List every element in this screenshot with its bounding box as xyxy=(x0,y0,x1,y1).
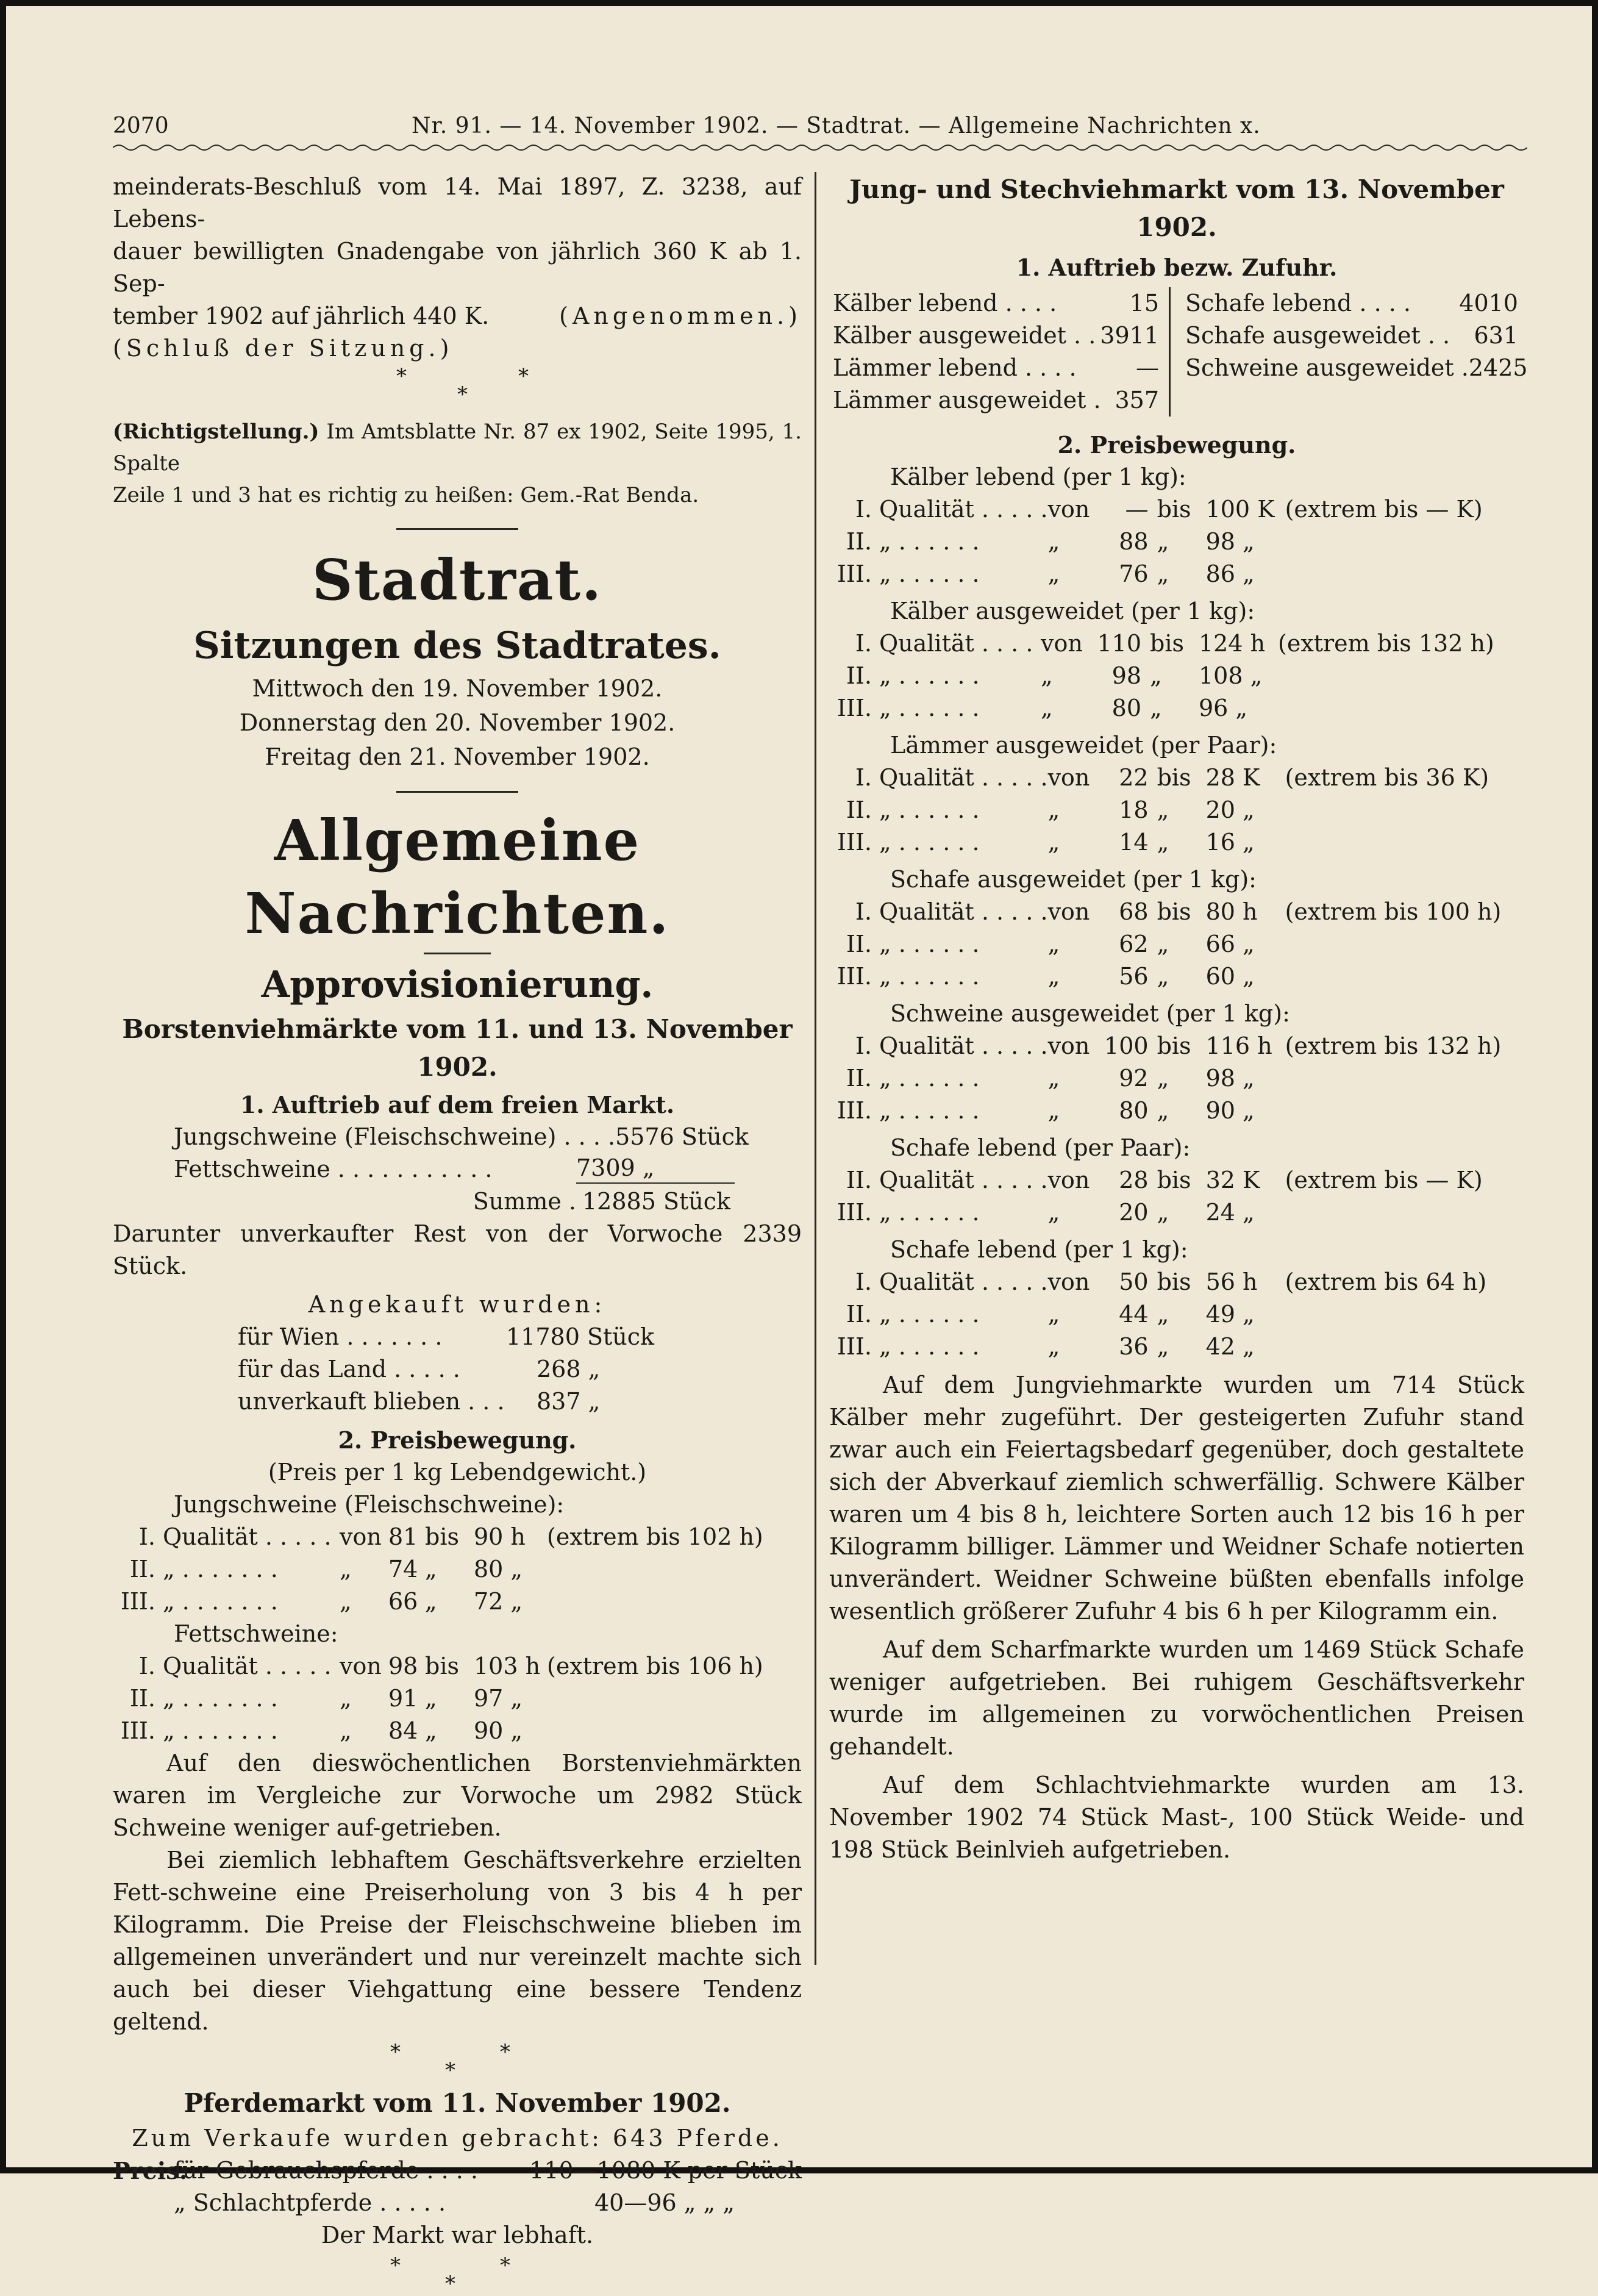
price-row: II. Qualität . . . . . von 28 bis 32 K (extrem bis — K) xyxy=(846,1167,1483,1193)
price-group-label: Kälber ausgeweidet (per 1 kg): xyxy=(890,598,1255,624)
price-row: III. „ . . . . . . „ 80 „ 90 „ xyxy=(836,1097,1255,1124)
correction-text: Im Amtsblatte Nr. 87 ex 1902, Seite 1995, 1. Spalte xyxy=(113,420,802,476)
price-row: III. „ . . . . . . „ 80 „ 96 „ xyxy=(836,695,1248,721)
price-group-label: Schafe ausgeweidet (per 1 kg): xyxy=(890,866,1257,893)
price-table xyxy=(829,628,1494,724)
intro-line: meinderats-Beschluß vom 14. Mai 1897, Z. 3238, auf Lebens- xyxy=(113,173,802,232)
price-row: III. „ . . . . . . „ 14 „ 16 „ xyxy=(836,829,1255,856)
preis-heading: 2. Preisbewegung. xyxy=(338,1426,577,1454)
price-table xyxy=(829,493,1483,590)
price-row: II. „ . . . . . . „ 18 „ 20 „ xyxy=(846,796,1255,823)
preis-note: (Preis per 1 kg Lebendgewicht.) xyxy=(268,1459,647,1486)
section-rule xyxy=(396,528,518,530)
auftrieb-row: Schafe ausgeweidet . . 631 xyxy=(1185,322,1518,349)
running-title: Nr. 91. — 14. November 1902. — Stadtrat. — Allgemeine Nachrichten x. xyxy=(412,113,1261,138)
price-table xyxy=(829,1030,1501,1127)
stars-divider: * * * xyxy=(390,2040,510,2083)
darunter-line: Darunter unverkaufter Rest von der Vorwoche 2339 Stück. xyxy=(113,1220,802,1279)
price-group-label: Schweine ausgeweidet (per 1 kg): xyxy=(890,1000,1290,1027)
price-row: I. Qualität . . . . . von 100 bis 116 h (extrem bis 132 h) xyxy=(855,1032,1502,1059)
price-table xyxy=(829,1266,1486,1363)
session-date: Mittwoch den 19. November 1902. xyxy=(252,675,663,702)
price-group-label: Kälber lebend (per 1 kg): xyxy=(890,463,1186,490)
jungvieh-paragraph: Auf dem Jungviehmarkte wurden um 714 Stück Kälber mehr zugeführt. Der gesteigerten Zufuhr stand zwar auch ein Feiertagsbedarf gegenüber, doch gestaltete sich der Abverkauf ziemlich schwerfällig. Schwere Kälber waren um 4 bis 8 h, leichtere Sorten auch 12 bis 16 h per Kilogramm billiger. Lämmer und Weidner Schafe notierten unverändert. Weidner Schweine büßten ebenfalls infolge wesentlich größerer Zufuhr 4 bis 6 h per Kilogramm ein. xyxy=(829,1372,1524,1625)
auftrieb-row: Schafe lebend . . . . 4010 xyxy=(1185,290,1518,317)
angekauft-list xyxy=(113,1321,655,1418)
correction-label: (Richtigstellung.) xyxy=(113,420,319,444)
price-row: III. „ . . . . . . „ 36 „ 42 „ xyxy=(836,1333,1255,1360)
auftrieb-row: Jungschweine (Fleischschweine) . . . . 5576 Stück xyxy=(174,1123,749,1150)
price-row: II. „ . . . . . . „ 62 „ 66 „ xyxy=(846,931,1255,957)
auftrieb-heading: 1. Auftrieb auf dem freien Markt. xyxy=(240,1091,675,1118)
pferd-heading: Pferdemarkt vom 11. November 1902. xyxy=(184,2088,731,2118)
auftrieb-row: Fettschweine . . . . . . . . . . . 7309 „ xyxy=(174,1153,735,1186)
price-row: I. Qualität . . . . . von 98 bis 103 h (extrem bis 106 h) xyxy=(138,1653,763,1679)
auftrieb-row: Schweine ausgeweidet . 2425 xyxy=(1185,354,1528,381)
left-column xyxy=(113,171,802,2294)
auftrieb-table xyxy=(829,287,1528,417)
auftrieb-heading: 1. Auftrieb bezw. Zufuhr. xyxy=(1016,254,1338,281)
price-row: I. Qualität . . . . . von 68 bis 80 h (extrem bis 100 h) xyxy=(855,898,1502,925)
section-rule xyxy=(396,791,518,793)
page-number: 2070 xyxy=(113,113,169,138)
approv-heading: Approvisionierung. xyxy=(261,964,654,1006)
price-row: II. „ . . . . . . „ 92 „ 98 „ xyxy=(846,1065,1255,1092)
fett-label: Fettschweine: xyxy=(174,1620,338,1647)
intro-paragraph xyxy=(113,171,802,365)
price-table xyxy=(829,762,1489,859)
price-row: II. „ . . . . . . „ 88 „ 98 „ xyxy=(846,528,1255,555)
price-group-label: Schafe lebend (per Paar): xyxy=(890,1134,1191,1161)
price-group-label: Schafe lebend (per 1 kg): xyxy=(890,1236,1188,1263)
session-date: Freitag den 21. November 1902. xyxy=(265,743,650,770)
column-divider xyxy=(815,172,816,1965)
angekauft-row: unverkauft blieben . . . 837 „ xyxy=(238,1388,601,1415)
session-end: (Schluß der Sitzung.) xyxy=(113,335,454,362)
auftrieb-row: Lämmer lebend . . . . — xyxy=(833,354,1159,381)
price-row: III. „ . . . . . . „ 56 „ 60 „ xyxy=(836,963,1255,990)
stars-divider: * * * xyxy=(390,2253,510,2296)
price-row: I. Qualität . . . . . von 22 bis 28 K (extrem bis 36 K) xyxy=(855,764,1489,791)
price-group-label: Lämmer ausgeweidet (per Paar): xyxy=(890,732,1277,759)
borsten-paragraph-1: Auf den dieswöchentlichen Borstenviehmärkten waren im Vergleiche zur Vorwoche um 2982 Stück Schweine weniger auf-getrieben. xyxy=(113,1750,802,1841)
intro-line: dauer bewilligten Gnadengabe von jährlich 360 K ab 1. Sep- xyxy=(113,238,802,297)
scharf-paragraph: Auf dem Scharfmarkte wurden um 1469 Stück Schafe weniger aufgetrieben. Bei ruhigem Geschäftsverkehr wurde im allgemeinen zu vorwöchentlichen Preisen gehandelt. xyxy=(829,1636,1524,1760)
price-row: III. „ . . . . . . „ 76 „ 86 „ xyxy=(836,560,1255,587)
accepted-note: (Angenommen.) xyxy=(559,302,802,329)
auftrieb-row: Kälber lebend . . . . 15 xyxy=(833,290,1159,317)
price-row: III. „ . . . . . . „ 20 „ 24 „ xyxy=(836,1199,1255,1226)
pferd-preis-row: „ Schlachtpferde . . . . . 40—96 „ „ „ xyxy=(174,2189,735,2216)
borsten-heading: Borstenviehmärkte vom 11. und 13. November 1902. xyxy=(122,1014,793,1082)
fett-price-table xyxy=(113,1650,763,1747)
price-table xyxy=(829,896,1501,993)
summe-row: Summe . 12885 Stück xyxy=(473,1188,731,1215)
right-column xyxy=(829,171,1528,1866)
price-row: III. „ . . . . . . . „ 66 „ 72 „ xyxy=(120,1588,523,1615)
auftrieb-row: Lämmer ausgeweidet . 357 xyxy=(833,387,1159,413)
jung-label: Jungschweine (Fleischschweine): xyxy=(174,1491,565,1518)
price-row: II. „ . . . . . . . „ 91 „ 97 „ xyxy=(129,1685,523,1712)
intro-line: tember 1902 auf jährlich 440 K. xyxy=(113,302,490,329)
news-heading: Allgemeine Nachrichten. xyxy=(244,807,670,946)
angekauft-row: für das Land . . . . . 268 „ xyxy=(238,1356,601,1382)
price-row: I. Qualität . . . . . von — bis 100 K (extrem bis — K) xyxy=(855,496,1483,523)
pferd-verkauf: Zum Verkaufe wurden gebracht: 643 Pferde. xyxy=(132,2125,783,2151)
correction-note xyxy=(113,416,802,511)
price-row: I. Qualität . . . . . von 50 bis 56 h (extrem bis 64 h) xyxy=(855,1268,1487,1295)
schlacht-paragraph: Auf dem Schlachtviehmarkte wurden am 13. November 1902 74 Stück Mast-, 100 Stück Weide- und 198 Stück Beinlvieh aufgetrieben. xyxy=(829,1772,1524,1863)
price-row: II. „ . . . . . . „ 44 „ 49 „ xyxy=(846,1301,1255,1328)
pferd-lebhaft: Der Markt war lebhaft. xyxy=(321,2222,594,2248)
price-row: II. „ . . . . . . „ 98 „ 108 „ xyxy=(846,662,1263,689)
section-rule xyxy=(424,953,491,954)
sessions-list xyxy=(113,671,802,774)
pferd-preis-row: Preis: für Gebrauchspferde . . . . 110—1080 K per Stück xyxy=(113,2157,802,2184)
borsten-paragraph-2: Bei ziemlich lebhaftem Geschäftsverkehre erzielten Fett-schweine eine Preiserholung von 3 bis 4 h per Kilogramm. Die Preise der Fleischschweine blieben im allgemeinen unverändert und nur vereinzelt machte sich auch bei dieser Viehgattung eine bessere Tendenz geltend. xyxy=(113,1847,802,2035)
auftrieb-list xyxy=(113,1121,749,1218)
auftrieb-row: Kälber ausgeweidet . . 3911 xyxy=(833,322,1159,349)
sessions-heading: Sitzungen des Stadtrates. xyxy=(193,624,721,667)
angekauft-heading: Angekauft wurden: xyxy=(308,1291,607,1318)
price-row: I. Qualität . . . . von 110 bis 124 h (extrem bis 132 h) xyxy=(855,630,1494,657)
price-table xyxy=(829,1164,1483,1229)
jungvieh-heading: Jung- und Stechviehmarkt vom 13. November 1902. xyxy=(849,174,1504,242)
angekauft-row: für Wien . . . . . . . 11780 Stück xyxy=(238,1323,655,1350)
correction-text: Zeile 1 und 3 hat es richtig zu heißen: Gem.-Rat Benda. xyxy=(113,483,699,507)
header-wavy-rule xyxy=(113,141,1527,154)
stars-divider: * * * xyxy=(396,364,529,407)
jung-price-table xyxy=(113,1521,763,1618)
session-date: Donnerstag den 20. November 1902. xyxy=(239,709,676,736)
price-row: II. „ . . . . . . . „ 74 „ 80 „ xyxy=(129,1556,523,1583)
stadtrat-heading: Stadtrat. xyxy=(312,547,602,613)
price-row: I. Qualität . . . . . von 81 bis 90 h (extrem bis 102 h) xyxy=(138,1523,763,1550)
price-row: III. „ . . . . . . . „ 84 „ 90 „ xyxy=(120,1717,523,1744)
price-groups xyxy=(829,461,1524,1363)
preis-heading: 2. Preisbewegung. xyxy=(1057,431,1296,459)
